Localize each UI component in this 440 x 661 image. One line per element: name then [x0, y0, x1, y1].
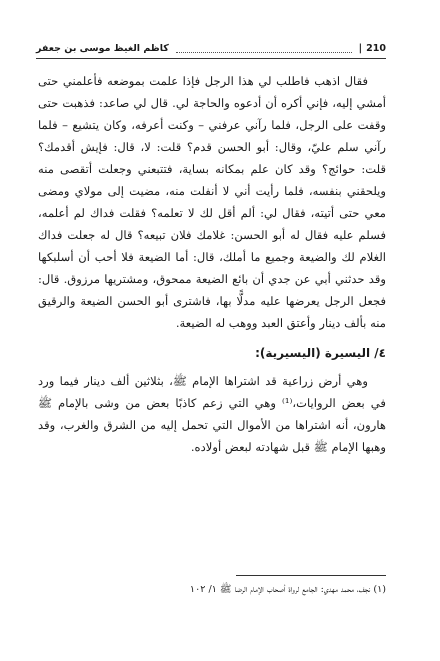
header-separator: | — [358, 42, 363, 54]
header-dot-leader — [176, 44, 352, 53]
section-heading: ٤/ اليسيرة (اليسيرية): — [255, 346, 386, 360]
header-rule — [36, 58, 386, 59]
running-header — [36, 40, 386, 56]
footnote: (١) نجف، محمد مهدي: الجامع لرواة أصحاب الإمام الرضا ﷺ ١/ ١٠٢ — [189, 584, 386, 595]
book-title: كاظم الغيظ موسى بن جعفر — [36, 42, 169, 54]
footnote-rule — [236, 575, 386, 576]
main-text — [38, 70, 386, 458]
paragraph-1: فقال اذهب فاطلب لي هذا الرجل فإذا علمت بموضعه فأعلمني حتى أمشي إليه، فإني أكره أن أدعوه والحاجة لي. قال لي صاعد: فذهبت حتى وقفت على الرجل، فلما رآني عرفني – وكنت أعرفه، وكان يتشيع – فلما رآني سلم عليّ، وقال: أبو الحسن قدم؟ قلت: لا، قال: فإيش أقدمك؟ قلت: حوائج؟ وقد كان علم بمكانه بساية، فتتبعني وجعلت أتقصى منه ويلحقني بنفسه، فلما رأيت أني لا أنفلت منه، مضيت إلى مولاي ومضى معي حتى أتيته، فقال لي: ألم أقل لك لا تعلمه؟ فقلت فداك لم أعلمه، فسلم عليه فقال له أبو الحسن: غلامك فلان تبيعه؟ قال له جعلت فداك الغلام لك والضيعة وجميع ما أملك، قال: أما الضيعة فلا أحب أن أسلبكها وقد حدثني أبي عن جدي أن بائع الضيعة ممحوق، ومشتريها مرزوق. قال: فجعل الرجل يعرضها عليه مدلًّا بها، فاشترى أبو الحسن الضيعة والرقيق منه بألف دينار وأعتق العبد ووهب له الضيعة. — [38, 74, 386, 330]
page-number: 210 — [366, 42, 386, 54]
paragraph-2: وهي أرض زراعية قد اشتراها الإمام ﷺ، بثلاثين ألف دينار فيما ورد في بعض الروايات،⁽¹⁾ وهي التي زعم كاذبًا بعض من وشى بالإمام ﷺ هارون، أنه اشتراها من الأموال التي تحمل إليه من الشرق والغرب، وقد وهبها الإمام ﷺ قبل شهادته لبعض أولاده. — [38, 374, 386, 454]
